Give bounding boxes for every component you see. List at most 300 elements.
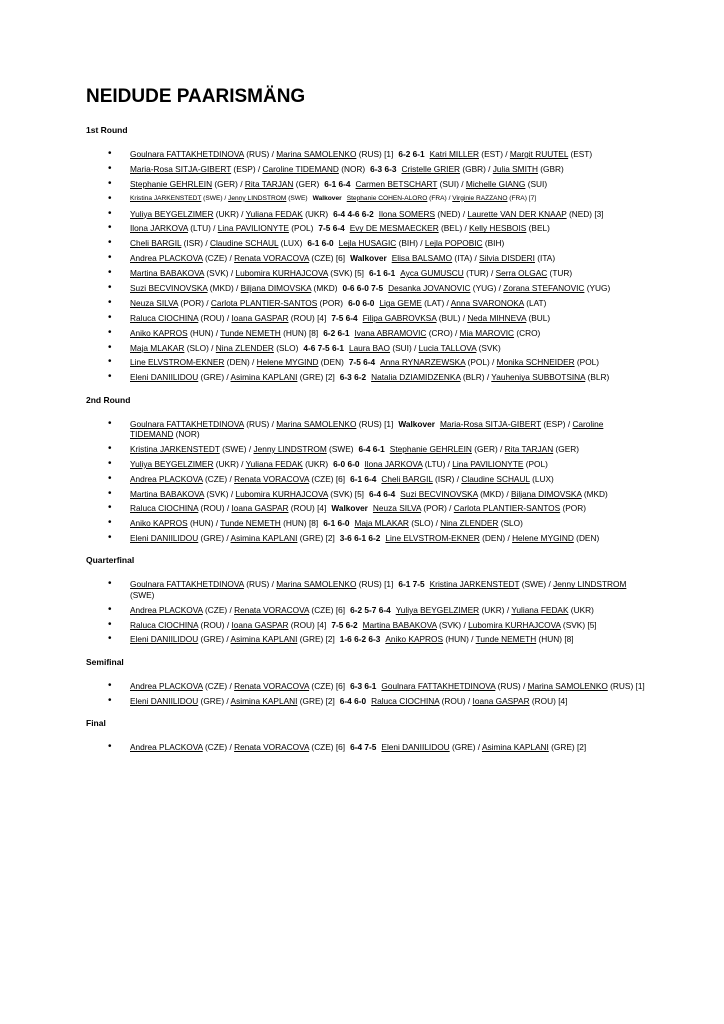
country-code: RUS — [248, 149, 267, 159]
player-link[interactable]: Evy DE MESMAECKER — [349, 223, 439, 234]
country-code: NED — [571, 208, 590, 219]
player-link[interactable]: Ilona SOMERS — [378, 208, 436, 219]
player-link[interactable]: Andrea PLACKOVA — [130, 253, 203, 264]
country-code: CZE — [314, 473, 331, 484]
player-link[interactable]: Suzi BECVINOVSKA — [130, 283, 208, 294]
country-code: CZE — [314, 680, 331, 691]
country-code: CZE — [207, 680, 225, 691]
player-link[interactable]: Anna SVARONOKA — [450, 297, 524, 308]
match-item: • Andrea PLACKOVA (CZE) / Renata VORACOVA (CZE) [6] Walkover Elisa BALSAMO (ITA) / Silvia DISDERI (ITA) — [130, 253, 646, 263]
country-code: DEN — [229, 357, 247, 368]
player-link[interactable]: Marina SAMOLENKO — [276, 149, 357, 159]
seed: [6] — [335, 741, 346, 752]
country-code: SWE — [524, 579, 544, 590]
player-link[interactable]: Jenny LINDSTROM — [253, 443, 327, 454]
seed: [2] — [576, 741, 587, 752]
match-item: • Eleni DANIILIDOU (GRE) / Asimina KAPLANI (GRE) [2] 3-6 6-1 6-2 Line ELVSTROM-EKNER (DEN) / Helene MYGIND (DEN) — [130, 533, 646, 543]
seed: [8] — [308, 518, 319, 529]
player-link[interactable]: Neuza SILVA — [130, 297, 179, 308]
round-heading: 1st Round — [86, 125, 128, 135]
country-code: LUX — [534, 473, 551, 484]
country-code: SVK — [209, 488, 226, 499]
seed: [2] — [325, 695, 335, 706]
player-link[interactable]: Marina SAMOLENKO — [276, 579, 357, 590]
country-code: DEN — [323, 357, 342, 368]
country-code: HUN — [192, 327, 211, 338]
country-code: SWE — [331, 443, 351, 454]
player-link[interactable]: Ioana GASPAR — [231, 619, 289, 630]
country-code: TUR — [552, 268, 570, 279]
seed: [1] — [384, 579, 394, 590]
match-score: 7-5 6-4 — [318, 223, 345, 234]
match-list — [86, 579, 646, 644]
country-code: CZE — [207, 253, 225, 264]
player-link[interactable]: Lina PAVILIONYTE — [452, 458, 524, 469]
player-link[interactable]: Asimina KAPLANI — [230, 634, 298, 645]
country-code: POL — [470, 357, 487, 368]
player-link[interactable]: Goulnara FATTAKHETDINOVA — [130, 418, 244, 429]
player-link[interactable]: Virginie RAZZANO — [452, 194, 508, 202]
player-link[interactable]: Nina ZLENDER — [440, 518, 499, 529]
player-link[interactable]: Yuliya BEYGELZIMER — [395, 604, 480, 615]
player-link[interactable]: Lubomira KURHAJCOVA — [235, 268, 328, 279]
seed: [4] — [558, 695, 568, 706]
seed: [7] — [528, 194, 537, 202]
player-link[interactable]: Ilona JARKOVA — [364, 458, 423, 469]
country-code: BEL — [443, 223, 460, 234]
player-link[interactable]: Tunde NEMETH — [220, 518, 281, 529]
seed: [1] — [384, 418, 394, 429]
country-code: FRA — [431, 194, 445, 202]
player-link[interactable]: Cristelle GRIER — [401, 163, 461, 174]
country-code: SVK — [441, 619, 459, 630]
country-code: BIH — [487, 238, 502, 249]
country-code: DEN — [578, 533, 597, 544]
seed: [4] — [317, 312, 327, 323]
seed: [6] — [335, 253, 346, 264]
player-link[interactable]: Eleni DANIILIDOU — [130, 634, 199, 645]
country-code: CZE — [314, 604, 331, 615]
country-code: GRE — [553, 741, 572, 752]
player-link[interactable]: Caroline TIDEMAND — [262, 163, 339, 174]
country-code: RUS — [248, 579, 267, 590]
country-code: LUX — [283, 238, 300, 249]
match-item: • Eleni DANIILIDOU (GRE) / Asimina KAPLANI (GRE) [2] 6-4 6-0 Raluca CIOCHINA (ROU) / Ioana GASPAR (ROU) [4] — [130, 696, 646, 706]
match-item: • Goulnara FATTAKHETDINOVA (RUS) / Marina SAMOLENKO (RUS) [1] Walkover Maria-Rosa SITJA-GIBERT (ESP) / Caroline TIDEMAND (NOR) — [130, 419, 646, 440]
seed: [2] — [325, 533, 335, 544]
match-item: • Aniko KAPROS (HUN) / Tunde NEMETH (HUN) [8] 6-2 6-1 Ivana ABRAMOVIC (CRO) / Mia MAROVIC (CRO) — [130, 328, 646, 338]
round-heading: Semifinal — [86, 656, 124, 667]
player-link[interactable]: Eleni DANIILIDOU — [130, 372, 199, 383]
player-link[interactable]: Ilona JARKOVA — [130, 223, 188, 234]
player-link[interactable]: Neuza SILVA — [372, 503, 422, 514]
player-link[interactable]: Natalia DZIAMIDZENKA — [371, 372, 461, 383]
country-code: MKD — [316, 283, 335, 294]
player-link[interactable]: Katri MILLER — [429, 149, 479, 159]
player-link[interactable]: Lubomira KURHAJCOVA — [468, 619, 561, 630]
player-link[interactable]: Asimina KAPLANI — [230, 533, 298, 544]
player-link[interactable]: Ioana GASPAR — [231, 312, 289, 323]
match-item: • Andrea PLACKOVA (CZE) / Renata VORACOVA (CZE) [6] 6-4 7-5 Eleni DANIILIDOU (GRE) / Asimina KAPLANI (GRE) [2] — [130, 742, 646, 752]
match-item: • Stephanie GEHRLEIN (GER) / Rita TARJAN (GER) 6-1 6-4 Carmen BETSCHART (SUI) / Michelle GIANG (SUI) — [130, 179, 646, 189]
country-code: ROU — [444, 695, 463, 706]
player-link[interactable]: Zorana STEFANOVIC — [503, 283, 585, 294]
player-link[interactable]: Caroline TIDEMAND — [130, 418, 604, 439]
player-link[interactable]: Eleni DANIILIDOU — [381, 741, 450, 752]
country-code: ITA — [457, 253, 470, 264]
player-link[interactable]: Desanka JOVANOVIC — [388, 283, 471, 294]
seed: [1] — [384, 149, 394, 159]
match-score: Walkover — [312, 194, 342, 202]
country-code: SWE — [132, 589, 152, 600]
player-link[interactable]: Suzi BECVINOVSKA — [400, 488, 478, 499]
player-link[interactable]: Carlota PLANTIER-SANTOS — [210, 297, 318, 308]
country-code: POR — [322, 297, 341, 308]
country-code: RUS — [500, 680, 518, 691]
player-link[interactable]: Eleni DANIILIDOU — [130, 533, 199, 544]
country-code: EST — [484, 149, 501, 159]
match-item: • Line ELVSTROM-EKNER (DEN) / Helene MYGIND (DEN) 7-5 6-4 Anna RYNARZEWSKA (POL) / Monika SCHNEIDER (POL) — [130, 357, 646, 367]
seed: [5] — [354, 268, 364, 279]
player-link[interactable]: Carmen BETSCHART — [355, 178, 438, 189]
player-link[interactable]: Aniko KAPROS — [385, 634, 444, 645]
match-item: • Goulnara FATTAKHETDINOVA (RUS) / Marina SAMOLENKO (RUS) [1] 6-1 7-5 Kristina JARKENSTEDT (SWE) / Jenny LINDSTROM (SWE) — [130, 579, 646, 600]
player-link[interactable]: Marina SAMOLENKO — [276, 418, 357, 429]
country-code: ROU — [293, 619, 313, 630]
country-code: SVK — [333, 268, 350, 279]
round-heading: Quarterfinal — [86, 555, 135, 566]
player-link[interactable]: Yuliya BEYGELZIMER — [130, 458, 214, 469]
country-code: NED — [440, 208, 458, 219]
match-item: • Raluca CIOCHINA (ROU) / Ioana GASPAR (ROU) [4] 7-5 6-2 Martina BABAKOVA (SVK) / Lubomira KURHAJCOVA (SVK) [5] — [130, 620, 646, 630]
match-score: 6-0 6-0 — [333, 458, 360, 469]
country-code: GRE — [302, 695, 321, 706]
country-code: CZE — [314, 741, 331, 752]
country-code: SVK — [565, 619, 583, 630]
country-code: SWE — [205, 194, 221, 202]
country-code: RUS — [361, 149, 380, 159]
country-code: EST — [573, 149, 590, 159]
country-code: BUL — [441, 312, 458, 323]
rounds-container — [86, 125, 646, 752]
country-code: YUG — [475, 283, 494, 294]
player-link[interactable]: Kristina JARKENSTEDT — [429, 579, 520, 590]
country-code: SWE — [290, 194, 306, 202]
seed: [4] — [317, 619, 327, 630]
country-code: NOR — [343, 163, 363, 174]
country-code: RUS — [248, 418, 267, 429]
player-link[interactable]: Laurette VAN DER KNAAP — [467, 208, 567, 219]
player-link[interactable]: Cheli BARGIL — [381, 473, 433, 484]
player-link[interactable]: Claudine SCHAUL — [461, 473, 530, 484]
player-link[interactable]: Ioana GASPAR — [231, 503, 289, 514]
player-link[interactable]: Aniko KAPROS — [130, 327, 188, 338]
player-link[interactable]: Filipa GABROVKSA — [362, 312, 437, 323]
country-code: SVK — [333, 488, 350, 499]
player-link[interactable]: Yuliana FEDAK — [245, 458, 303, 469]
player-link[interactable]: Rita TARJAN — [504, 443, 554, 454]
match-score: 6-3 6-3 — [370, 163, 397, 174]
player-link[interactable]: Yauheniya SUBBOTSINA — [491, 372, 586, 383]
round-heading: Final — [86, 717, 106, 728]
country-code: MKD — [586, 488, 606, 499]
player-link[interactable]: Lubomira KURHAJCOVA — [235, 488, 328, 499]
country-code: MKD — [482, 488, 502, 499]
country-code: SLO — [278, 342, 296, 353]
seed: [6] — [335, 604, 346, 615]
match-score: 6-4 6-1 — [358, 443, 385, 454]
player-link[interactable]: Maria-Rosa SITJA-GIBERT — [439, 418, 542, 429]
player-link[interactable]: Maja MLAKAR — [130, 342, 185, 353]
country-code: ROU — [203, 312, 222, 323]
player-link[interactable]: Raluca CIOCHINA — [371, 695, 440, 706]
match-score: 7-5 6-2 — [331, 619, 358, 630]
player-link[interactable]: Stephanie GEHRLEIN — [389, 443, 472, 454]
country-code: SVK — [481, 342, 498, 353]
player-link[interactable]: Ayca GUMUSCU — [400, 268, 464, 279]
match-item: • Kristina JARKENSTEDT (SWE) / Jenny LINDSTROM (SWE) 6-4 6-1 Stephanie GEHRLEIN (GER) / Rita TARJAN (GER) — [130, 444, 646, 454]
player-link[interactable]: Yuliana FEDAK — [245, 208, 303, 219]
country-code: CZE — [207, 604, 225, 615]
player-link[interactable]: Renata VORACOVA — [234, 680, 310, 691]
player-link[interactable]: Biljana DIMOVSKA — [240, 283, 312, 294]
player-link[interactable]: Goulnara FATTAKHETDINOVA — [381, 680, 496, 691]
player-link[interactable]: Renata VORACOVA — [234, 604, 310, 615]
country-code: BIH — [401, 238, 416, 249]
player-link[interactable]: Maria-Rosa SITJA-GIBERT — [130, 163, 232, 174]
country-code: MKD — [212, 283, 231, 294]
country-code: GRE — [203, 372, 222, 383]
match-score: 6-1 6-0 — [323, 518, 350, 529]
match-item: • Goulnara FATTAKHETDINOVA (RUS) / Marina SAMOLENKO (RUS) [1] 6-2 6-1 Katri MILLER (EST) / Margit RUUTEL (EST) — [130, 149, 646, 159]
country-code: POL — [294, 223, 311, 234]
match-item: • Martina BABAKOVA (SVK) / Lubomira KURHAJCOVA (SVK) [5] 6-1 6-1 Ayca GUMUSCU (TUR) / Serra OLGAC (TUR) — [130, 268, 646, 278]
country-code: TUR — [468, 268, 486, 279]
player-link[interactable]: Margit RUUTEL — [509, 149, 569, 159]
player-link[interactable]: Renata VORACOVA — [234, 253, 310, 264]
player-link[interactable]: Raluca CIOCHINA — [130, 312, 199, 323]
player-link[interactable]: Jenny LINDSTROM — [553, 579, 627, 590]
country-code: UKR — [484, 604, 502, 615]
player-link[interactable]: Line ELVSTROM-EKNER — [385, 533, 480, 544]
player-link[interactable]: Goulnara FATTAKHETDINOVA — [130, 579, 244, 590]
country-code: RUS — [361, 579, 380, 590]
document-page — [86, 86, 646, 764]
country-code: ESP — [546, 418, 563, 429]
player-link[interactable]: Tunde NEMETH — [475, 634, 537, 645]
country-code: ROU — [293, 312, 313, 323]
player-link[interactable]: Martina BABAKOVA — [130, 268, 205, 279]
player-link[interactable]: Lejla HUSAGIC — [338, 238, 397, 249]
player-link[interactable]: Asimina KAPLANI — [481, 741, 549, 752]
country-code: POR — [565, 503, 584, 514]
player-link[interactable]: Yuliana FEDAK — [511, 604, 569, 615]
country-code: POL — [528, 458, 546, 469]
match-score: 6-1 6-1 — [369, 268, 396, 279]
player-link[interactable]: Line ELVSTROM-EKNER — [130, 357, 225, 368]
country-code: BEL — [531, 223, 548, 234]
player-link[interactable]: Julia SMITH — [492, 163, 538, 174]
player-link[interactable]: Biljana DIMOVSKA — [510, 488, 582, 499]
player-link[interactable]: Carlota PLANTIER-SANTOS — [453, 503, 561, 514]
country-code: FRA — [511, 194, 525, 202]
country-code: HUN — [541, 634, 560, 645]
match-item: • Yuliya BEYGELZIMER (UKR) / Yuliana FEDAK (UKR) 6-0 6-0 Ilona JARKOVA (LTU) / Lina PAVILIONYTE (POL) — [130, 459, 646, 469]
country-code: ESP — [236, 163, 253, 174]
seed: [8] — [564, 634, 574, 645]
country-code: GRE — [302, 533, 321, 544]
country-code: CZE — [207, 473, 225, 484]
player-link[interactable]: Helene MYGIND — [256, 357, 319, 368]
player-link[interactable]: Elisa BALSAMO — [391, 253, 453, 264]
player-link[interactable]: Andrea PLACKOVA — [130, 680, 203, 691]
match-item: • Neuza SILVA (POR) / Carlota PLANTIER-SANTOS (POR) 6-0 6-0 Liga GEME (LAT) / Anna SVARONOKA (LAT) — [130, 298, 646, 308]
player-link[interactable]: Yuliya BEYGELZIMER — [130, 208, 214, 219]
player-link[interactable]: Andrea PLACKOVA — [130, 741, 203, 752]
match-item: • Maja MLAKAR (SLO) / Nina ZLENDER (SLO) 4-6 7-5 6-1 Laura BAO (SUI) / Lucia TALLOVA (SVK) — [130, 343, 646, 353]
player-link[interactable]: Andrea PLACKOVA — [130, 473, 203, 484]
match-score: Walkover — [331, 503, 368, 514]
player-link[interactable]: Maja MLAKAR — [354, 518, 409, 529]
player-link[interactable]: Serra OLGAC — [495, 268, 548, 279]
player-link[interactable]: Kristina JARKENSTEDT — [130, 194, 202, 202]
country-code: GBR — [543, 163, 562, 174]
player-link[interactable]: Aniko KAPROS — [130, 518, 188, 529]
match-list — [86, 419, 646, 544]
match-score: 6-0 6-0 — [348, 297, 375, 308]
country-code: SLO — [189, 342, 207, 353]
match-score: 0-6 6-0 7-5 — [342, 283, 384, 294]
player-link[interactable]: Ivana ABRAMOVIC — [354, 327, 427, 338]
player-link[interactable]: Renata VORACOVA — [234, 741, 310, 752]
player-link[interactable]: Tunde NEMETH — [220, 327, 281, 338]
seed: [5] — [587, 619, 597, 630]
player-link[interactable]: Jenny LINDSTROM — [228, 194, 287, 202]
seed: [8] — [308, 327, 319, 338]
player-link[interactable]: Stephanie GEHRLEIN — [130, 178, 213, 189]
country-code: CRO — [519, 327, 538, 338]
player-link[interactable]: Monika SCHNEIDER — [496, 357, 575, 368]
match-score: 1-6 6-2 6-3 — [339, 634, 381, 645]
round-section — [86, 125, 646, 383]
player-link[interactable]: Martina BABAKOVA — [362, 619, 437, 630]
player-link[interactable]: Rita TARJAN — [244, 178, 294, 189]
country-code: SVK — [209, 268, 226, 279]
player-link[interactable]: Asimina KAPLANI — [230, 695, 298, 706]
match-list — [86, 742, 646, 752]
match-score: 6-3 6-1 — [350, 680, 377, 691]
match-score: 3-6 6-1 6-2 — [339, 533, 381, 544]
match-score: 7-5 6-4 — [348, 357, 376, 368]
country-code: ROU — [203, 503, 222, 514]
player-link[interactable]: Liga GEME — [379, 297, 422, 308]
player-link[interactable]: Asimina KAPLANI — [230, 372, 298, 383]
round-section — [86, 657, 646, 706]
country-code: GRE — [302, 372, 321, 383]
player-link[interactable]: Cheli BARGIL — [130, 238, 182, 249]
player-link[interactable]: Marina SAMOLENKO — [527, 680, 608, 691]
player-link[interactable]: Eleni DANIILIDOU — [130, 695, 199, 706]
country-code: GRE — [302, 634, 321, 645]
country-code: ISR — [437, 473, 452, 484]
player-link[interactable]: Kristina JARKENSTEDT — [130, 443, 220, 454]
player-link[interactable]: Laura BAO — [348, 342, 391, 353]
player-link[interactable]: Renata VORACOVA — [234, 473, 310, 484]
match-score: 6-4 4-6 6-2 — [333, 208, 374, 219]
page-title: NEIDUDE PAARISMÄNG — [86, 86, 306, 107]
match-item: • Eleni DANIILIDOU (GRE) / Asimina KAPLANI (GRE) [2] 1-6 6-2 6-3 Aniko KAPROS (HUN) / Tunde NEMETH (HUN) [8] — [130, 634, 646, 644]
player-link[interactable]: Helene MYGIND — [512, 533, 574, 544]
player-link[interactable]: Andrea PLACKOVA — [130, 604, 203, 615]
country-code: SLO — [503, 518, 521, 529]
country-code: UKR — [218, 208, 237, 219]
country-code: RUS — [612, 680, 631, 691]
country-code: CRO — [431, 327, 450, 338]
country-code: UKR — [307, 458, 326, 469]
country-code: CZE — [314, 253, 331, 264]
country-code: RUS — [361, 418, 380, 429]
player-link[interactable]: Anna RYNARZEWSKA — [380, 357, 466, 368]
player-link[interactable]: Martina BABAKOVA — [130, 488, 205, 499]
match-score: 7-5 6-4 — [331, 312, 358, 323]
match-score: 6-1 7-5 — [398, 579, 425, 590]
country-code: POL — [579, 357, 597, 368]
player-link[interactable]: Lejla POPOBIC — [424, 238, 483, 249]
player-link[interactable]: Nina ZLENDER — [215, 342, 274, 353]
country-code: LAT — [426, 297, 442, 308]
match-score: 6-1 6-4 — [324, 178, 351, 189]
country-code: LTU — [193, 223, 209, 234]
country-code: DEN — [484, 533, 503, 544]
match-score: 6-1 6-4 — [350, 473, 377, 484]
player-link[interactable]: Lina PAVILIONYTE — [217, 223, 289, 234]
seed: [6] — [335, 473, 346, 484]
country-code: GBR — [465, 163, 484, 174]
match-score: Walkover — [350, 253, 387, 264]
seed: [5] — [354, 488, 364, 499]
player-link[interactable]: Neda MIHNEVA — [467, 312, 527, 323]
country-code: SUI — [395, 342, 409, 353]
country-code: GER — [298, 178, 317, 189]
round-heading: 2nd Round — [86, 394, 131, 405]
country-code: GER — [558, 443, 577, 454]
country-code: ROU — [534, 695, 554, 706]
player-link[interactable]: Raluca CIOCHINA — [130, 619, 199, 630]
country-code: BLR — [590, 372, 607, 383]
player-link[interactable]: Kelly HESBOIS — [469, 223, 527, 234]
match-score: 6-4 6-4 — [369, 488, 396, 499]
match-score: 6-4 6-0 — [339, 695, 367, 706]
player-link[interactable]: Mia MAROVIC — [459, 327, 515, 338]
country-code: LTU — [427, 458, 443, 469]
player-link[interactable]: Goulnara FATTAKHETDINOVA — [130, 149, 244, 159]
seed: [6] — [335, 680, 346, 691]
country-code: HUN — [285, 518, 304, 529]
player-link[interactable]: Silvia DISDERI — [479, 253, 535, 264]
player-link[interactable]: Stephanie COHEN-ALORO — [346, 194, 428, 202]
country-code: NOR — [178, 428, 197, 439]
country-code: UKR — [573, 604, 592, 615]
player-link[interactable]: Lucia TALLOVA — [418, 342, 477, 353]
round-section — [86, 395, 646, 544]
player-link[interactable]: Raluca CIOCHINA — [130, 503, 199, 514]
country-code: POR — [426, 503, 445, 514]
match-score: 6-2 5-7 6-4 — [350, 604, 391, 615]
player-link[interactable]: Claudine SCHAUL — [209, 238, 279, 249]
player-link[interactable]: Michelle GIANG — [465, 178, 526, 189]
player-link[interactable]: Ioana GASPAR — [472, 695, 530, 706]
match-item: • Ilona JARKOVA (LTU) / Lina PAVILIONYTE (POL) 7-5 6-4 Evy DE MESMAECKER (BEL) / Kelly HESBOIS (BEL) — [130, 223, 646, 233]
